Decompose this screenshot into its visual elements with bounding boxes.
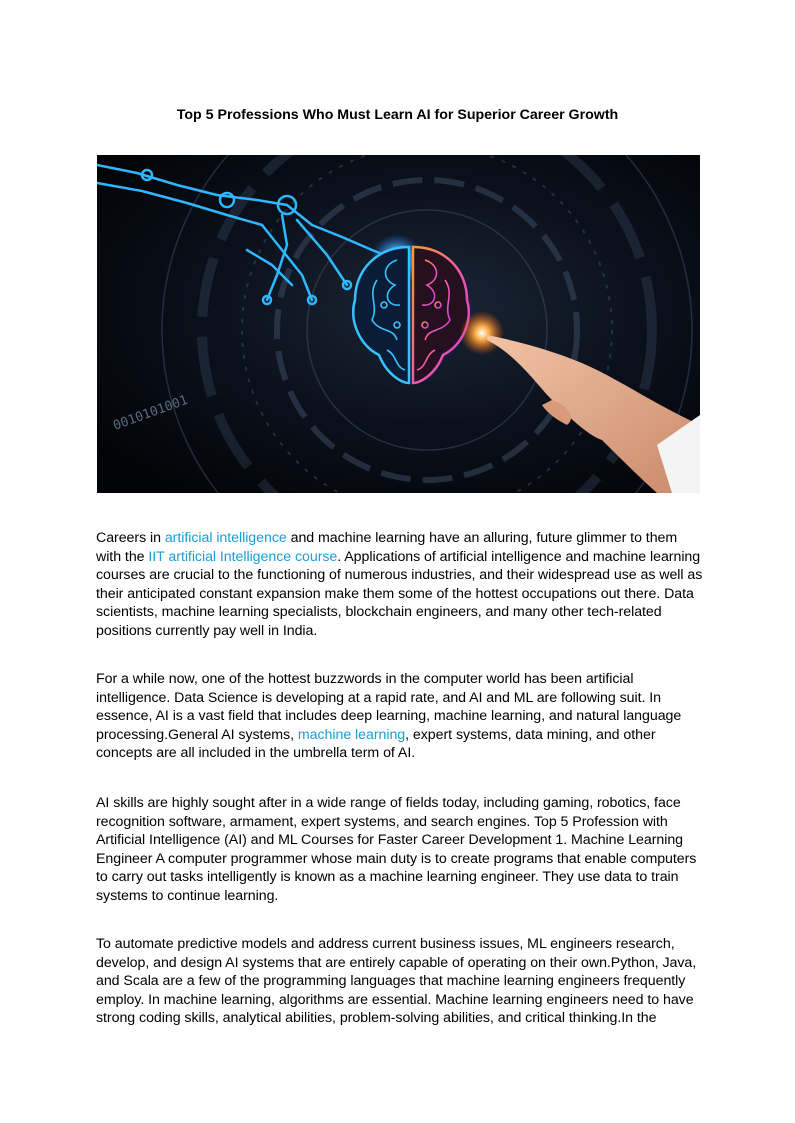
link-iit-ai-course[interactable]: IIT artificial Intelligence course: [148, 548, 338, 565]
paragraph-4: To automate predictive models and address current business issues, ML engineers research, develop, and design AI systems that are entirely capable of operating on their own.Python, Java, and Scala are a few of the programming languages that machine learning engineers frequently employ. In machine learning, algorithms are essential. Machine learning engineers need to have strong coding skills, analytical abilities, problem-solving abilities, and critical thinking.In the: [96, 936, 697, 1027]
ai-brain-illustration: [97, 155, 700, 493]
paragraph-3: AI skills are highly sought after in a wide range of fields today, including gaming, robotics, face recognition software, armament, expert systems, and search engines. Top 5 Profession with Artificial Intelligence (AI) and ML Courses for Faster Career Development 1. Machine Learning Engineer A computer programmer whose main duty is to create programs that enable computers to carry out tasks intelligently is known as a machine learning engineer. They use data to train systems to continue learning.: [96, 795, 697, 904]
hero-image: [97, 155, 700, 493]
paragraph-1: Careers in artificial intelligence and machine learning have an alluring, future glimmer to them with the IIT artificial Intelligence course. Applications of artificial intelligence and machine learning courses are crucial to the functioning of numerous industries, and their widespread use as well as their anticipated constant expansion make them some of the hottest occupations out there. Data scientists, machine learning specialists, blockchain engineers, and many other tech-related positions currently pay well in India.: [96, 530, 703, 639]
link-machine-learning[interactable]: machine learning: [297, 726, 406, 743]
link-artificial-intelligence[interactable]: artificial intelligence: [164, 530, 287, 546]
binary-text: 0010101001: [111, 392, 190, 434]
paragraph-2: For a while now, one of the hottest buzzwords in the computer world has been artificial intelligence. Data Science is developing at a rapid rate, and AI and ML are following suit. In essence, AI is a vast field that includes deep learning, machine learning, and natural language processing.General AI systems, machine learning, expert systems, data mining, and other concepts are all included in the umbrella term of AI.: [96, 671, 682, 762]
page-title: Top 5 Professions Who Must Learn AI for Superior Career Growth: [176, 106, 619, 123]
